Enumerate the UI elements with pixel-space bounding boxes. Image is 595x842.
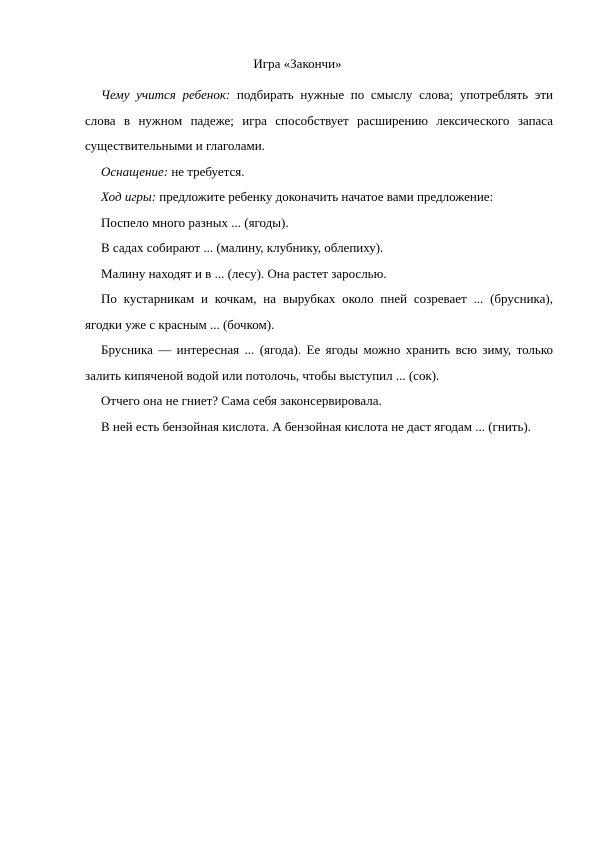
label-equipment: Оснащение: xyxy=(101,163,169,179)
sentence-line: Малину находят и в ... (лесу). Она растет зарослью. xyxy=(101,265,387,281)
paragraph-equipment xyxy=(85,159,553,185)
text-game-flow: предложите ребенку доконачить начатое вами предложение: xyxy=(156,189,494,204)
paragraph-learning-goals xyxy=(85,82,553,159)
label-learning-goals: Чему учится ребенок: xyxy=(101,87,231,102)
sentence-line: Поспело много разных ... (ягоды). xyxy=(101,214,289,230)
text-equipment: не требуется. xyxy=(168,163,245,179)
paragraph-game-flow xyxy=(85,184,553,210)
text-learning-goals: подбирать нужные по смыслу слова; употреблять эти слова в нужном падеже; игра способствует расширению лексического запаса существительными и глаголами. xyxy=(85,87,553,153)
sentence-line: В садах собирают ... (малину, клубнику, облепиху). xyxy=(101,240,384,255)
document-title: Игра «Закончи» xyxy=(253,56,342,71)
sentence-line: Брусника — интересная ... (ягода). Ее ягоды можно хранить всю зиму, только залить кипяченой водой или потолочь, чтобы выступил ... (сок). xyxy=(85,342,553,383)
document-body xyxy=(85,82,553,439)
label-game-flow: Ход игры: xyxy=(101,189,157,204)
sentence-line: В ней есть бензойная кислота. А бензойная кислота не даст ягодам ... (гнить). xyxy=(101,418,531,434)
sentence-line: По кустарникам и кочкам, на вырубках около пней созревает ... (брусника), ягодки уже с красным ... (бочком). xyxy=(85,291,553,332)
sentence-line: Отчего она не гниет? Сама себя законсервировала. xyxy=(101,393,382,408)
